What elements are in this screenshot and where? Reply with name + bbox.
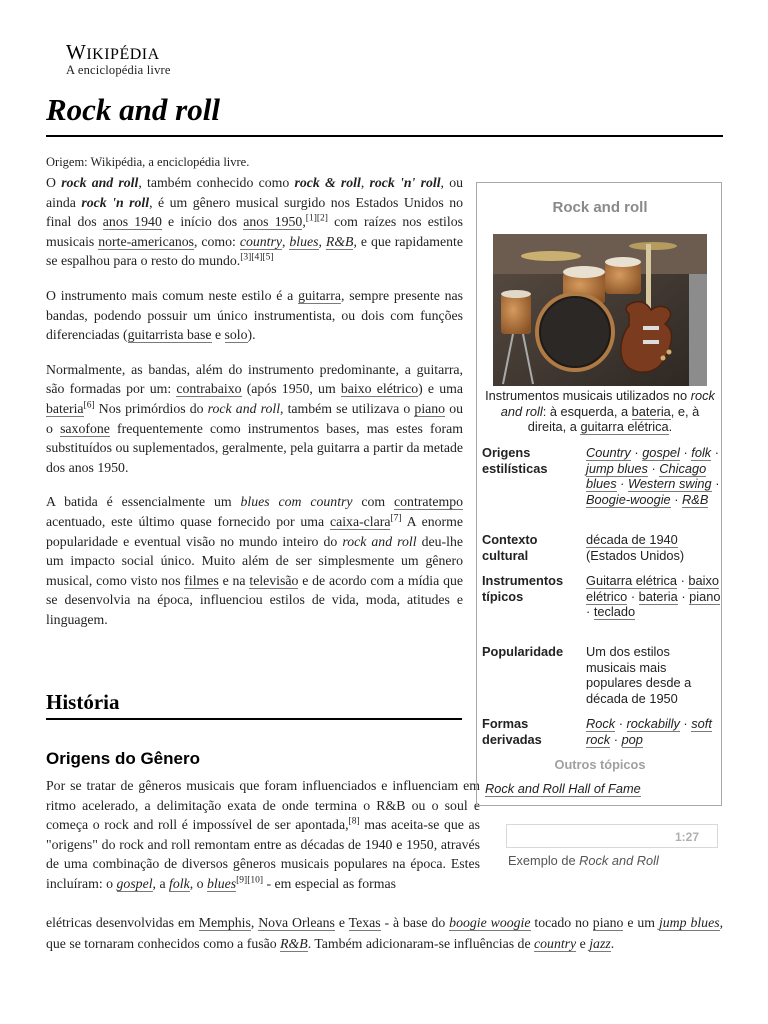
infobox-value: Rock · rockabilly · soft rock · pop: [586, 716, 712, 747]
link-piano-2[interactable]: piano: [592, 915, 624, 930]
drums-guitar-image: [493, 234, 707, 386]
link-caixa-clara[interactable]: caixa-clara: [329, 513, 391, 529]
link-boogie-woogie[interactable]: boogie woogie: [449, 915, 531, 930]
infobox-value: Guitarra elétrica · baixo elétrico · bateria · piano · teclado: [586, 573, 721, 619]
link-memphis[interactable]: Memphis: [198, 915, 251, 930]
infobox-label: Formas derivadas: [482, 716, 542, 747]
link-televisao[interactable]: televisão: [249, 572, 299, 588]
caption-link-bateria[interactable]: bateria: [631, 403, 671, 419]
infobox-label: Instrumentos típicos: [482, 573, 564, 604]
audio-duration: 1:27: [674, 830, 699, 844]
link-soft-rock[interactable]: soft rock: [586, 716, 712, 747]
link-rock[interactable]: Rock: [586, 716, 616, 731]
infobox-title: Rock and roll: [552, 199, 648, 216]
wordmark-title: WIKIPÉDIA: [66, 40, 160, 64]
link-anos-1940[interactable]: anos 1940: [102, 214, 162, 230]
infobox-value: Country · gospel · folk · jump blues · Chicago blues · Western swing · Boogie-woogie · R&B: [586, 445, 720, 507]
paragraph-6: elétricas desenvolvidas em Memphis, Nova Orleans e Texas - à base do boogie woogie tocado no piano e um jump blues, que se tornaram conhecidos como a fusão R&B. Também adicionaram-se influências de country e jazz.: [46, 915, 724, 951]
link-contratempo[interactable]: contratempo: [394, 494, 463, 510]
link-rockabilly[interactable]: rockabilly: [626, 716, 680, 731]
ref-5[interactable]: [5]: [262, 252, 274, 263]
ref-4[interactable]: [4]: [251, 252, 263, 263]
paragraph-5: Por se tratar de gêneros musicais que foram influenciados e influenciam em ritmo acelerado, a delimitação exata de onde termina o R&B ou o soul e começa o rock and roll é impossível de ser apontada,[8] mas aceita-se que as "origens" do rock and roll remontam entre as décadas de 1940 e 1950, através de uma combinação de diversos gêneros musicais populares na época. Estes incluíram: o gospel, a folk, o blues[9][10] - em especial as formas: [46, 778, 480, 891]
wordmark-subtitle: A enciclopédia livre: [66, 63, 171, 77]
section-divider: [46, 718, 462, 720]
link-guitarra-eletrica[interactable]: Guitarra elétrica: [586, 573, 678, 588]
audio-player[interactable]: [506, 824, 718, 848]
link-boogie-woogie-ib[interactable]: Boogie-woogie: [586, 491, 671, 507]
link-guitarra[interactable]: guitarra: [298, 287, 341, 303]
link-chicago-blues[interactable]: Chicago blues: [586, 460, 707, 491]
infobox-label: Contexto cultural: [482, 532, 538, 563]
link-teclado[interactable]: teclado: [593, 604, 636, 619]
link-jump-blues-ib[interactable]: jump blues: [586, 460, 648, 476]
link-western-swing[interactable]: Western swing: [627, 476, 712, 491]
link-baixo-eletrico-ib[interactable]: baixo elétrico: [586, 573, 720, 604]
infobox-label: Popularidade: [482, 644, 564, 659]
link-hall-of-fame[interactable]: Rock and Roll Hall of Fame: [485, 781, 641, 796]
link-filmes[interactable]: filmes: [184, 572, 219, 588]
link-bateria-ib[interactable]: bateria: [638, 588, 678, 604]
paragraph-2: O instrumento mais comum neste estilo é a guitarra, sempre presente nas bandas, podendo possuir um único instrumentista, ou dois com funções diferenciadas (guitarrista base e solo).: [46, 287, 464, 343]
link-gospel[interactable]: gospel: [116, 875, 153, 891]
link-contrabaixo[interactable]: contrabaixo: [176, 381, 242, 397]
link-decada-1940[interactable]: década de 1940: [586, 532, 678, 547]
link-pop[interactable]: pop: [621, 731, 643, 747]
link-piano-ib[interactable]: piano: [689, 588, 721, 604]
link-gospel-ib[interactable]: gospel: [642, 445, 680, 460]
link-country-2[interactable]: country: [534, 935, 577, 951]
link-folk-ib[interactable]: folk: [691, 445, 712, 460]
link-rnb-2[interactable]: R&B: [280, 935, 308, 951]
infobox-value: década de 1940 (Estados Unidos): [586, 532, 685, 563]
link-blues-2[interactable]: blues: [206, 875, 237, 891]
paragraph-3: Normalmente, as bandas, além do instrumento predominante, a guitarra, são formadas por um: contrabaixo (após 1950, um baixo elétrico) e uma bateria[6] Nos primórdios do rock and roll, também se utilizava o piano ou o saxofone frequentemente como instrumentos bases, mas estes foram substituídos ou suplementados, geralmente, pela guitarra a partir da metade dos anos 1950.: [46, 361, 463, 475]
infobox-value: Um dos estilos musicais mais populares desde a década de 1950: [586, 644, 692, 706]
ref-8[interactable]: [8]: [348, 816, 360, 827]
link-blues[interactable]: blues: [289, 233, 319, 249]
link-jump-blues[interactable]: jump blues: [658, 915, 720, 930]
section-heading-historia: História: [46, 690, 120, 714]
link-nova-orleans[interactable]: Nova Orleans: [258, 915, 335, 930]
paragraph-1: O rock and roll, também conhecido como rock & roll, rock 'n' roll, ou ainda rock 'n roll, é um gênero musical surgido nos Estados Unidos no final dos anos 1940 e início dos anos 1950,[1][2] com raízes nos estilos musicais norte-americanos, como: country, blues, R&B, e que rapidamente se espalhou para o resto do mundo.[3][4][5]: [46, 175, 464, 269]
instruments-photo[interactable]: [493, 234, 707, 386]
page-title: Rock and roll: [46, 92, 220, 127]
link-piano[interactable]: piano: [414, 400, 446, 416]
link-anos-1950[interactable]: anos 1950: [243, 214, 303, 230]
infobox-caption: Instrumentos musicais utilizados no rock and roll: à esquerda, a bateria, e, à direita, a guitarra elétrica.: [485, 388, 715, 434]
title-divider: [46, 135, 723, 137]
ref-10[interactable]: [10]: [247, 875, 264, 886]
ref-1[interactable]: [1]: [305, 213, 317, 224]
link-folk[interactable]: folk: [169, 875, 190, 891]
ref-9[interactable]: [9]: [236, 875, 248, 886]
infobox-outros-topicos: Outros tópicos: [554, 757, 646, 772]
ref-3[interactable]: [3]: [240, 252, 252, 263]
link-texas[interactable]: Texas: [348, 915, 381, 930]
ref-7[interactable]: [7]: [390, 513, 402, 524]
link-country-ib[interactable]: Country: [586, 445, 631, 460]
audio-caption: Exemplo de Rock and Roll: [508, 853, 659, 868]
article-intro: [46, 173, 463, 644]
link-solo[interactable]: solo: [224, 327, 248, 343]
link-bateria[interactable]: bateria: [46, 400, 84, 416]
link-saxofone[interactable]: saxofone: [60, 420, 110, 436]
ref-2[interactable]: [2]: [316, 213, 328, 224]
link-jazz[interactable]: jazz: [589, 935, 611, 951]
subsection-heading-origens: Origens do Gênero: [46, 749, 200, 768]
link-baixo-eletrico[interactable]: baixo elétrico: [340, 381, 419, 397]
link-rnb-ib[interactable]: R&B: [682, 491, 709, 507]
caption-link-guitarra[interactable]: guitarra elétrica: [580, 419, 669, 434]
origin-note: Origem: Wikipédia, a enciclopédia livre.: [46, 155, 250, 169]
wikipedia-wordmark[interactable]: [66, 40, 171, 78]
infobox: [476, 182, 722, 806]
link-rnb[interactable]: R&B: [325, 233, 354, 249]
infobox-label: Origens estilísticas: [482, 445, 548, 476]
link-norte-americanos[interactable]: norte-americanos: [98, 233, 194, 249]
link-country[interactable]: country: [239, 233, 282, 249]
link-guitarrista-base[interactable]: guitarrista base: [127, 327, 212, 343]
ref-6[interactable]: [6]: [83, 400, 95, 411]
paragraph-4: A batida é essencialmente um blues com country com contratempo acentuado, este último quase fornecido por uma caixa-clara[7] A enorme popularidade e eventual visão no mundo inteiro do rock and roll deu-lhe um impacto social único. Muito além de ser simplesmente um gênero musical, como visto nos filmes e na televisão e de acordo com a mídia que se desenvolvia na época, influenciou estilos de vida, moda, atitudes e linguagem.: [46, 494, 463, 627]
